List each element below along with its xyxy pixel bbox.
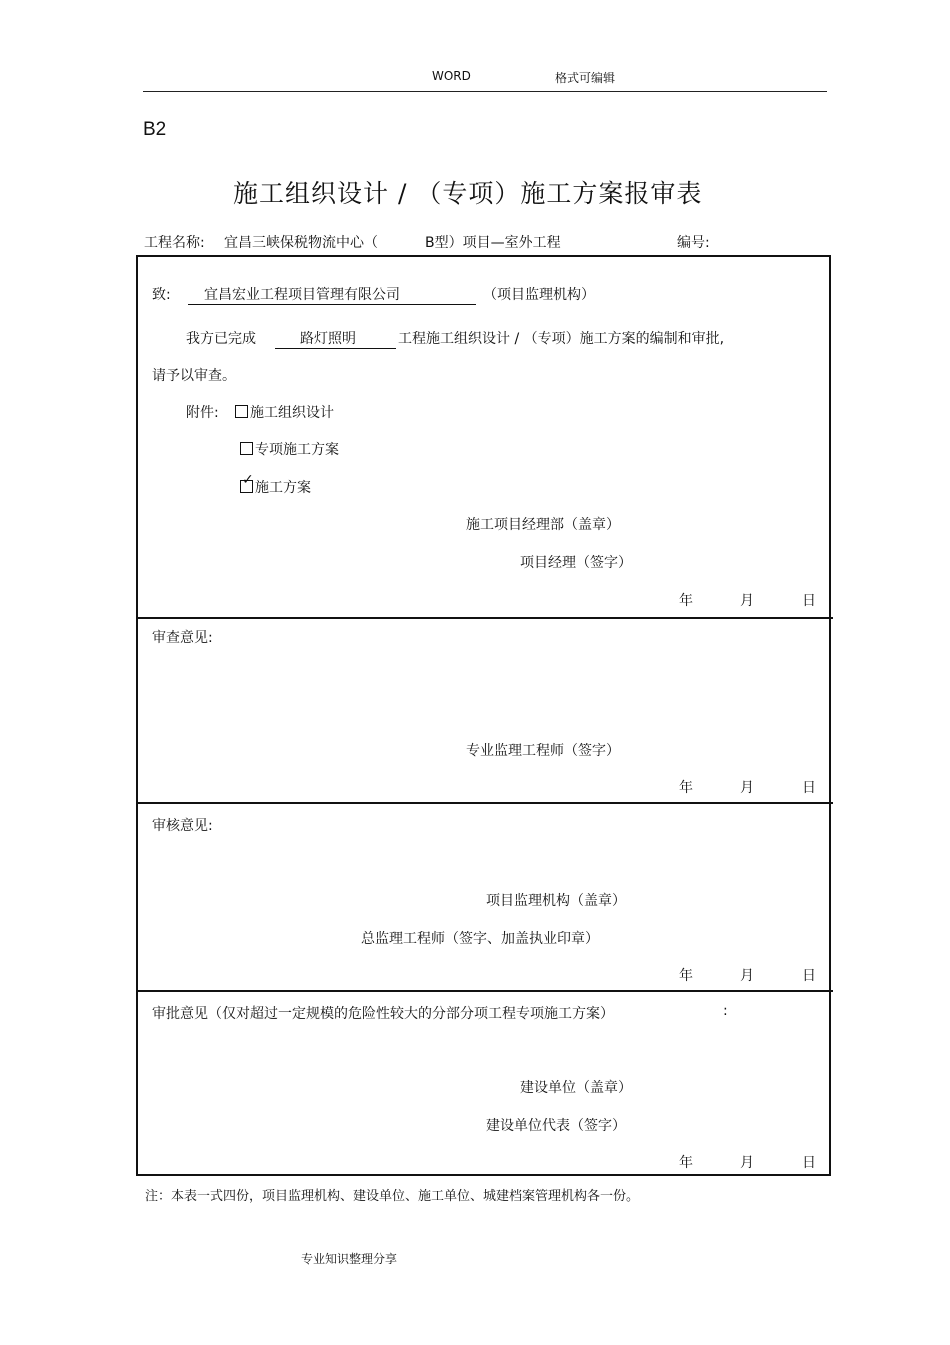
signature-engineer: 专业监理工程师（签字） bbox=[466, 743, 620, 759]
approval-table bbox=[136, 255, 831, 1176]
date-month: 月 bbox=[740, 968, 754, 984]
audit-title: 审核意见: bbox=[152, 818, 213, 834]
review-title: 审查意见: bbox=[152, 630, 213, 646]
date-year: 年 bbox=[679, 780, 693, 796]
signature-owner-rep: 建设单位代表（签字） bbox=[486, 1118, 626, 1134]
form-code: B2 bbox=[143, 119, 167, 140]
date-year: 年 bbox=[679, 968, 693, 984]
date-year: 年 bbox=[679, 593, 693, 609]
date-month: 月 bbox=[740, 593, 754, 609]
signature-agency-seal: 项目监理机构（盖章） bbox=[486, 893, 626, 909]
project-label: 工程名称: bbox=[144, 235, 205, 251]
table-note: 注：本表一式四份，项目监理机构、建设单位、施工单位、城建档案管理机构各一份。 bbox=[145, 1189, 640, 1204]
to-value: 宜昌宏业工程项目管理有限公司 bbox=[188, 284, 476, 305]
project-name-part2: B型）项目—室外工程 bbox=[425, 235, 561, 251]
body-line2: 请予以审查。 bbox=[152, 368, 236, 384]
to-label: 致: bbox=[152, 287, 171, 303]
to-suffix: （项目监理机构） bbox=[483, 287, 595, 303]
attachment-special-plan[interactable] bbox=[240, 439, 339, 459]
attachment-label: 施工方案 bbox=[255, 480, 311, 496]
body-suffix: 工程施工组织设计 / （专项）施工方案的编制和审批, bbox=[398, 331, 725, 347]
checked-checkbox-icon[interactable] bbox=[240, 480, 253, 493]
approval-title: 审批意见（仅对超过一定规模的危险性较大的分部分项工程专项施工方案） bbox=[152, 1006, 614, 1022]
attach-label: 附件: bbox=[186, 405, 219, 421]
header-right: 格式可编辑 bbox=[555, 71, 616, 85]
signature-dept-seal: 施工项目经理部（盖章） bbox=[466, 517, 620, 533]
body-value: 路灯照明 bbox=[275, 328, 396, 349]
project-name-part1: 宜昌三峡保税物流中心（ bbox=[224, 235, 378, 251]
attachment-label: 施工组织设计 bbox=[250, 405, 334, 421]
date-day: 日 bbox=[802, 1155, 816, 1171]
date-month: 月 bbox=[740, 1155, 754, 1171]
signature-manager: 项目经理（签字） bbox=[520, 555, 632, 571]
section-divider bbox=[136, 990, 833, 992]
section-divider bbox=[136, 617, 833, 619]
header-left: WORD bbox=[432, 69, 471, 83]
date-year: 年 bbox=[679, 1155, 693, 1171]
signature-chief-engineer: 总监理工程师（签字、加盖执业印章） bbox=[361, 931, 599, 947]
checkbox-icon[interactable] bbox=[240, 442, 253, 455]
approval-colon: : bbox=[723, 1003, 728, 1019]
form-title: 施工组织设计 / （专项）施工方案报审表 bbox=[233, 179, 703, 208]
attachment-construction-design[interactable] bbox=[235, 402, 334, 422]
attachment-construction-plan[interactable] bbox=[240, 477, 311, 497]
date-month: 月 bbox=[740, 780, 754, 796]
signature-owner-seal: 建设单位（盖章） bbox=[520, 1080, 632, 1096]
checkbox-icon[interactable] bbox=[235, 405, 248, 418]
date-day: 日 bbox=[802, 780, 816, 796]
number-label: 编号: bbox=[677, 235, 710, 251]
date-day: 日 bbox=[802, 968, 816, 984]
header-rule bbox=[143, 91, 827, 92]
attachment-label: 专项施工方案 bbox=[255, 442, 339, 458]
body-prefix: 我方已完成 bbox=[186, 331, 256, 347]
page-footer: 专业知识整理分享 bbox=[301, 1252, 398, 1266]
section-divider bbox=[136, 802, 833, 804]
date-day: 日 bbox=[802, 593, 816, 609]
